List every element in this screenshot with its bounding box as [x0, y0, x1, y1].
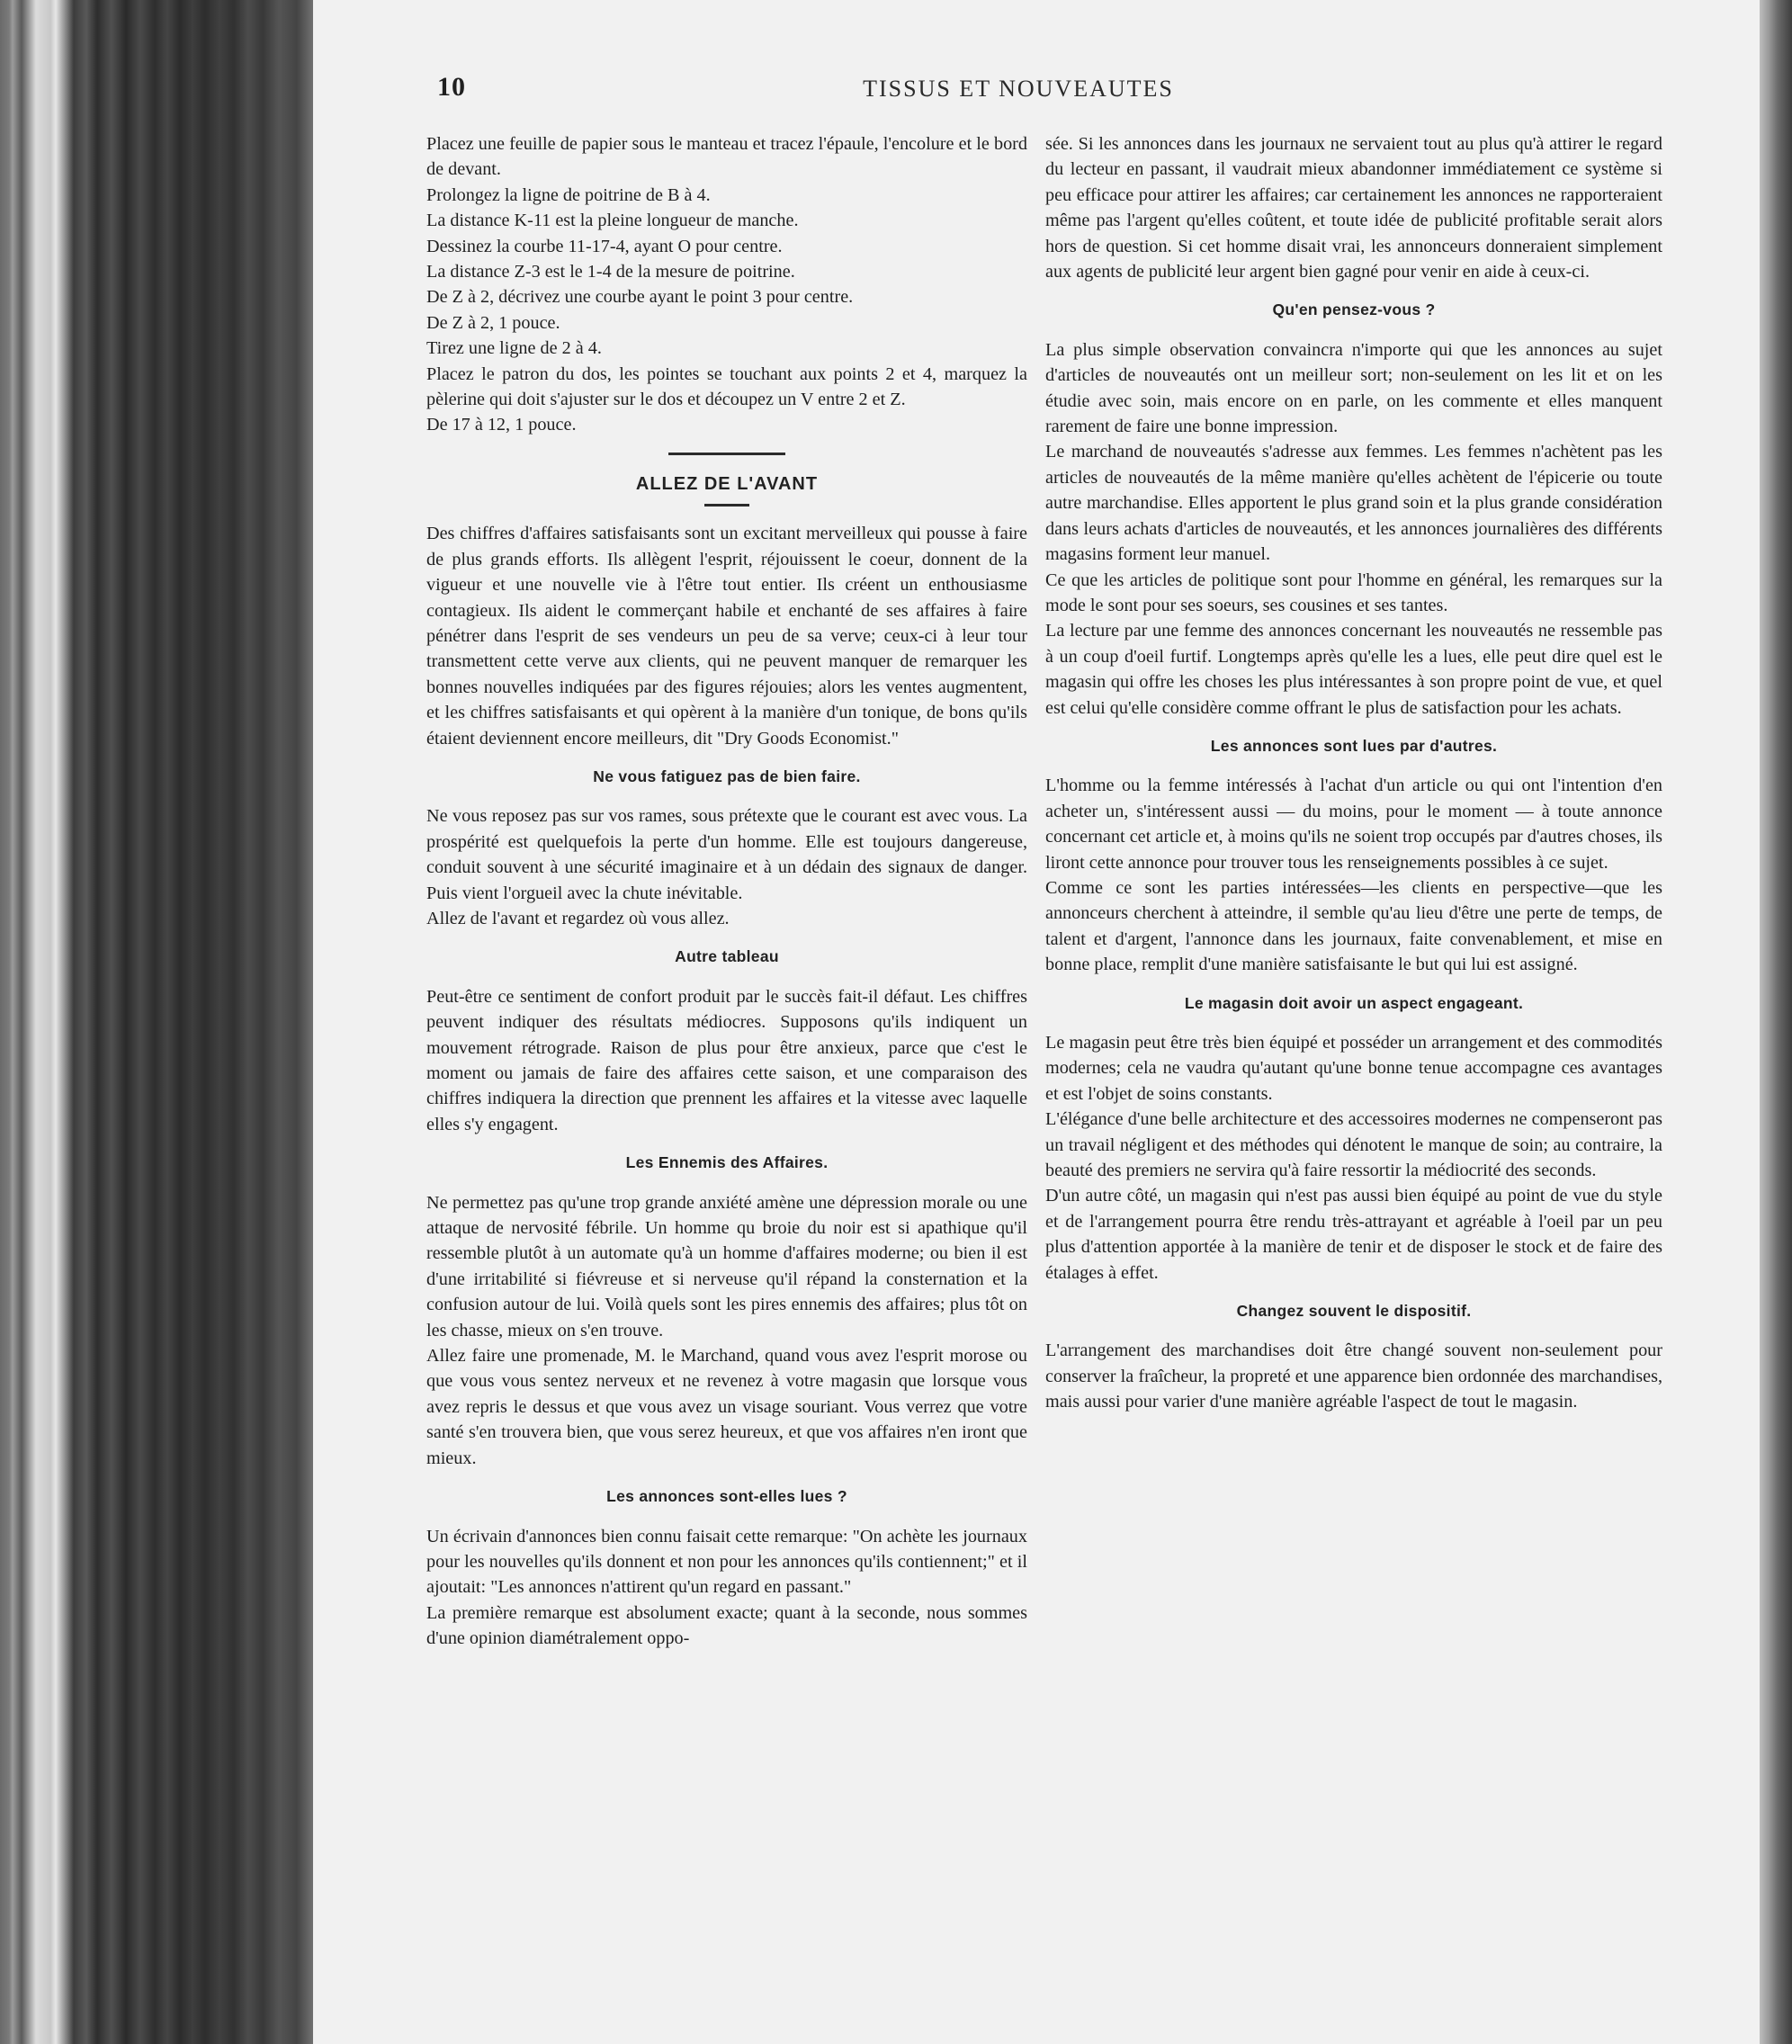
paragraph: La distance K-11 est la pleine longueur de manche. — [426, 211, 799, 231]
paragraph: Placez une feuille de papier sous le manteau et tracez l'épaule, l'encolure et le bord de devant. — [426, 134, 1027, 180]
paragraph: La lecture par une femme des annonces concernant les nouveautés ne ressemble pas à un coup d'oeil furtif. Longtemps après qu'elle les a lues, elle peut dire quel est le magasin qui offre les choses les plus intéressantes à son propre point de vue, et quel est celui qu'elle considère comme offrant le plus de satisfaction pour les achats. — [1045, 621, 1662, 718]
paragraph: Le magasin peut être très bien équipé et posséder un arrangement et des commodités modernes; cela ne vaudra qu'autant qu'une bonne tenue accompagne ces avantages et est l'objet de soins constants. — [1045, 1033, 1662, 1104]
article-title: ALLEZ DE L'AVANT — [635, 473, 819, 494]
title-underline — [704, 504, 749, 507]
running-head — [313, 72, 1760, 108]
paragraph: Un écrivain d'annonces bien connu faisait cette remarque: "On achète les journaux pour les nouvelles qu'ils donnent et non pour les annonces qu'ils contiennent;" et il ajoutait: "Les annonces n'attirent qu'un regard en passant." — [426, 1526, 1027, 1598]
paragraph: Ce que les articles de politique sont pour l'homme en général, les remarques sur la mode le sont pour ses soeurs, ses cousines et ses tantes. — [1045, 569, 1662, 615]
paragraph: sée. Si les annonces dans les journaux ne servaient tout au plus qu'à attirer le regard du lecteur en passant, il vaudrait mieux abandonner immédiatement ce système si peu efficace pour attirer les affaires; car certainement les annonces ne rapporteraient même pas l'argent qu'elles coûtent, et toute idée de publicité profitable serait alors hors de question. Si cet homme disait vrai, les annonceurs donneraient simplement aux agents de publicité leur argent bien gagné pour venir en aide à ceux-ci. — [1045, 134, 1662, 282]
paragraph: Allez faire une promenade, M. le Marchand, quand vous avez l'esprit morose ou que vous vous sentez nerveux et ne revenez à votre magasin que lorsque vous avez repris le dessus et que vous avez un visage souriant. Vous verrez que votre santé s'en trouvera bien, que vous serez heureux, et que vos affaires n'en iront que mieux. — [426, 1346, 1027, 1468]
intro-instructions — [426, 131, 1027, 438]
paragraph: Le marchand de nouveautés s'adresse aux femmes. Les femmes n'achètent pas les articles de nouveautés de la même manière qu'elles achètent de l'épicerie ou toute autre marchandise. Elles apportent le plus grand soin et la plus grande considération dans leurs achats d'articles de nouveautés, et les annonces journalières des différents magasins forment leur manuel. — [1045, 442, 1662, 565]
book-right-edge — [1760, 0, 1792, 2044]
paragraph: Ne vous reposez pas sur vos rames, sous prétexte que le courant est avec vous. La prospérité est quelquefois la perte d'un homme. Elle est toujours dangereuse, conduit souvent à une sécurité imaginaire et à un dédain des signaux de danger. Puis vient l'orgueil avec la chute inévitable. — [426, 806, 1027, 903]
section-heading: Le magasin doit avoir un aspect engageant. — [1184, 993, 1524, 1012]
right-column — [1045, 131, 1662, 1415]
section-heading: Ne vous fatiguez pas de bien faire. — [593, 766, 861, 785]
paragraph: Comme ce sont les parties intéressées—les clients en perspective—que les annonceurs cherchent à atteindre, il semble qu'au lieu d'être une perte de temps, de talent et d'argent, l'annonce dans les journaux, faite convenablement, et mise en bonne place, remplit d'une manière satisfaisante le but qui lui est assigné. — [1045, 877, 1662, 975]
book-page-edges — [0, 0, 324, 2044]
section-heading: Autre tableau — [675, 947, 779, 966]
paragraph: De Z à 2, 1 pouce. — [426, 312, 560, 333]
paragraph: Peut-être ce sentiment de confort produit par le succès fait-il défaut. Les chiffres peuvent indiquer des résultats médiocres. Supposons qu'ils indiquent un mouvement rétrograde. Raison de plus pour être anxieux, parce que c'est le moment ou jamais de faire des affaires cette saison, et une comparaison des chiffres indiquera la direction que prennent les affaires et la vitesse avec laquelle elles s'y engagent. — [426, 986, 1027, 1134]
page-number: 10 — [437, 72, 466, 102]
paragraph: La première remarque est absolument exacte; quant à la seconde, nous sommes d'une opinion diamétralement oppo- — [426, 1602, 1027, 1649]
paragraph: L'arrangement des marchandises doit être changé souvent non-seulement pour conserver la fraîcheur, la propreté et une apparence bien ordonnée des marchandises, mais aussi pour varier d'une manière agréable l'aspect de tout le magasin. — [1045, 1340, 1662, 1412]
paragraph: De 17 à 12, 1 pouce. — [426, 415, 577, 435]
section-heading: Qu'en pensez-vous ? — [1272, 300, 1436, 319]
paragraph: Prolongez la ligne de poitrine de B à 4. — [426, 184, 711, 205]
paragraph: Placez le patron du dos, les pointes se touchant aux points 2 et 4, marquez la pèlerine qui doit s'ajuster sur le dos et découpez un V entre 2 et Z. — [426, 363, 1027, 410]
section-heading: Changez souvent le dispositif. — [1236, 1302, 1472, 1321]
paragraph: D'un autre côté, un magasin qui n'est pas aussi bien équipé au point de vue du style et de l'arrangement pourra être rendu très-attrayant et agréable à l'oeil par un peu plus d'attention apportée à la manière de tenir et de disposer le stock et de faire des étalages à effet. — [1045, 1186, 1662, 1283]
section-heading: Les annonces sont-elles lues ? — [606, 1487, 847, 1506]
paragraph: L'élégance d'une belle architecture et des accessoires modernes ne compenseront pas un travail négligent et des méthodes qui dénotent le manque de soin; au contraire, la beauté des premiers ne servira qu'à faire ressortir la médiocrité des seconds. — [1045, 1109, 1662, 1181]
section-divider — [668, 453, 785, 455]
paragraph: Des chiffres d'affaires satisfaisants sont un excitant merveilleux qui pousse à faire de plus grands efforts. Ils allègent l'esprit, réjouissent le coeur, donnent de la vigueur et une nouvelle vie à l'être tout entier. Ils créent un enthousiasme contagieux. Ils aident le commerçant habile et enchanté de ses affaires à faire pénétrer dans l'esprit de ses vendeurs un peu de sa verve; ceux-ci à leur tour transmettent cette verve aux clients, qui ne peuvent manquer de remarquer les bonnes nouvelles indiquées par des figures réjouies; alors les ventes augmentent, et les chiffres satisfaisants et qui opèrent à la manière d'un tonique, de bons qu'ils étaient deviennent encore meilleurs, dit "Dry Goods Economist." — [426, 524, 1027, 749]
paragraph: Ne permettez pas qu'une trop grande anxiété amène une dépression morale ou une attaque de nervosité fébrile. Un homme qu broie du noir est si apathique qu'il ressemble plutôt à un automate qu'à un homme d'affaires moderne; ou bien il est d'une irritabilité si fiévreuse et si nerveuse qu'il répand la consternation et la confusion autour de lui. Voilà quels sont les pires ennemis des affaires; plus tôt on les chasse, mieux on s'en trouve. — [426, 1192, 1027, 1340]
paragraph: L'homme ou la femme intéressés à l'achat d'un article ou qui ont l'intention d'en acheter un, s'intéressent aussi — du moins, pour le moment — à toute annonce concernant cet article et, à moins qu'ils ne soient trop occupés par d'autres choses, ils liront cette annonce pour trouver tous les renseignements possibles à ce sujet. — [1045, 775, 1662, 873]
section-heading: Les Ennemis des Affaires. — [625, 1153, 829, 1172]
book-page — [313, 0, 1760, 2044]
paragraph: La plus simple observation convaincra n'importe qui que les annonces au sujet d'articles de nouveautés ont un meilleur sort; non-seulement on les lit et on les étudie avec soin, mais encore on en parle, on les commente et elles manquent rarement de faire une bonne impression. — [1045, 339, 1662, 437]
journal-title: TISSUS ET NOUVEAUTES — [863, 76, 1174, 102]
paragraph: Dessinez la courbe 11-17-4, ayant O pour centre. — [426, 236, 783, 256]
paragraph: Tirez une ligne de 2 à 4. — [426, 338, 602, 359]
paragraph: De Z à 2, décrivez une courbe ayant le point 3 pour centre. — [426, 287, 854, 308]
paragraph: La distance Z-3 est le 1-4 de la mesure de poitrine. — [426, 262, 795, 282]
paragraph: Allez de l'avant et regardez où vous allez. — [426, 908, 730, 928]
left-column — [426, 131, 1027, 1652]
section-heading: Les annonces sont lues par d'autres. — [1210, 736, 1498, 755]
